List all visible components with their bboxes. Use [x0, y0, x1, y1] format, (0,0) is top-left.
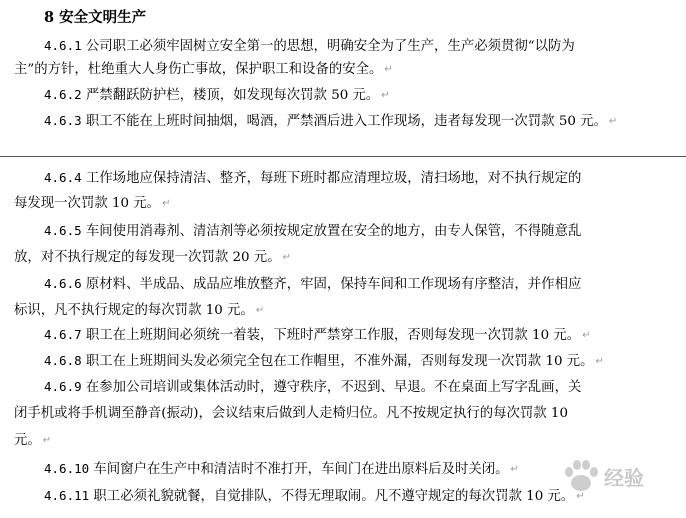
- paragraph-mark-icon: ↵: [384, 64, 393, 75]
- rule-line: [44, 352, 686, 371]
- rule-text: 每发现一次罚款 10 元。: [14, 196, 161, 211]
- rule-text: 职工不能在上班时间抽烟，喝酒，严禁酒后进入工作现场，违者每发现一次罚款 50 元。: [85, 114, 607, 129]
- rule-text: 车间使用消毒剂、清洁剂等必须按规定放置在安全的地方，由专人保管，不得随意乱: [85, 224, 582, 239]
- rule-number: 4.6.10: [44, 461, 90, 476]
- rule-text: 职工必须礼貌就餐，自觉排队，不得无理取闹。凡不遵守规定的每次罚款 10 元。: [93, 489, 575, 504]
- rule-line: [44, 112, 686, 131]
- paragraph-mark-icon: ↵: [42, 435, 52, 446]
- rule-line: [14, 302, 678, 320]
- paragraph-mark-icon: ↵: [282, 252, 291, 263]
- rule-number: 4.6.9: [44, 379, 82, 394]
- page-break-line: [0, 156, 686, 157]
- rule-number: 4.6.11: [44, 488, 90, 503]
- rule-number: 4.6.7: [44, 327, 82, 342]
- section-title: 8 安全文明生产: [44, 9, 147, 26]
- rule-line: [14, 61, 678, 79]
- rule-text: 标识，凡不执行规定的每次罚款 10 元。: [14, 303, 254, 318]
- rule-text: 原材料、半成品、成品应堆放整齐，牢固，保持车间和工作现场有序整洁，并作相应: [85, 277, 582, 292]
- paragraph-mark-icon: ↵: [608, 116, 618, 127]
- paragraph-mark-icon: ↵: [510, 464, 519, 475]
- rule-text: 公司职工必须牢固树立安全第一的思想，明确安全为了生产，生产必须贯彻“以防为: [85, 39, 575, 54]
- rule-number: 4.6.8: [44, 353, 82, 368]
- paragraph-mark-icon: ↵: [255, 305, 265, 316]
- watermark: [558, 456, 678, 496]
- rule-line: [44, 37, 686, 56]
- paragraph-mark-icon: ↵: [582, 330, 591, 341]
- rule-line: [44, 222, 686, 241]
- rule-line: [14, 195, 678, 213]
- paragraph-mark-icon: ↵: [162, 198, 171, 209]
- rule-line: [44, 378, 686, 397]
- rule-number: 4.6.4: [44, 170, 82, 185]
- rule-line: [44, 326, 686, 345]
- paw-logo-icon: [558, 456, 604, 496]
- rule-line: [44, 169, 686, 188]
- rule-text: 职工在上班期间必须统一着装，下班时严禁穿工作服，否则每发现一次罚款 10 元。: [85, 328, 581, 343]
- rule-text: 车间窗户在生产中和清洁时不准打开，车间门在进出原料后及时关闭。: [93, 462, 509, 477]
- rule-number: 4.6.2: [44, 87, 82, 102]
- rule-text: 严禁翻跃防护栏，楼顶，如发现每次罚款 50 元。: [85, 88, 380, 103]
- rule-number: 4.6.3: [44, 113, 82, 128]
- rule-text: 职工在上班期间头发必须完全包在工作帽里，不准外漏，否则每发现一次罚款 10 元。: [85, 354, 594, 369]
- rule-line: [14, 249, 678, 267]
- rule-line: [14, 432, 678, 450]
- rule-text: 闭手机或将手机调至静音(振动)，会议结束后做到人走椅归位。凡不按规定执行的每次罚款 10: [14, 406, 568, 421]
- rule-number: 4.6.5: [44, 223, 82, 238]
- rule-text: 元。: [14, 433, 41, 448]
- rule-text: 主”的方针，杜绝重大人身伤亡事故，保护职工和设备的安全。: [14, 62, 383, 77]
- rule-number: 4.6.6: [44, 276, 82, 291]
- rule-text: 工作场地应保持清洁、整齐，每班下班时都应清理垃圾，清扫场地，对不执行规定的: [85, 171, 582, 186]
- rule-number: 4.6.1: [44, 38, 82, 53]
- paragraph-mark-icon: ↵: [595, 356, 604, 367]
- rule-text: 放，对不执行规定的每发现一次罚款 20 元。: [14, 250, 281, 265]
- watermark-text: 经验: [604, 466, 644, 490]
- paragraph-mark-icon: ↵: [576, 491, 585, 502]
- rule-line: [14, 405, 678, 423]
- rule-text: 在参加公司培训或集体活动时，遵守秩序，不迟到、早退。不在桌面上写字乱画，关: [85, 380, 582, 395]
- rule-line: [44, 86, 686, 105]
- paragraph-mark-icon: ↵: [381, 90, 390, 101]
- rule-line: [44, 275, 686, 294]
